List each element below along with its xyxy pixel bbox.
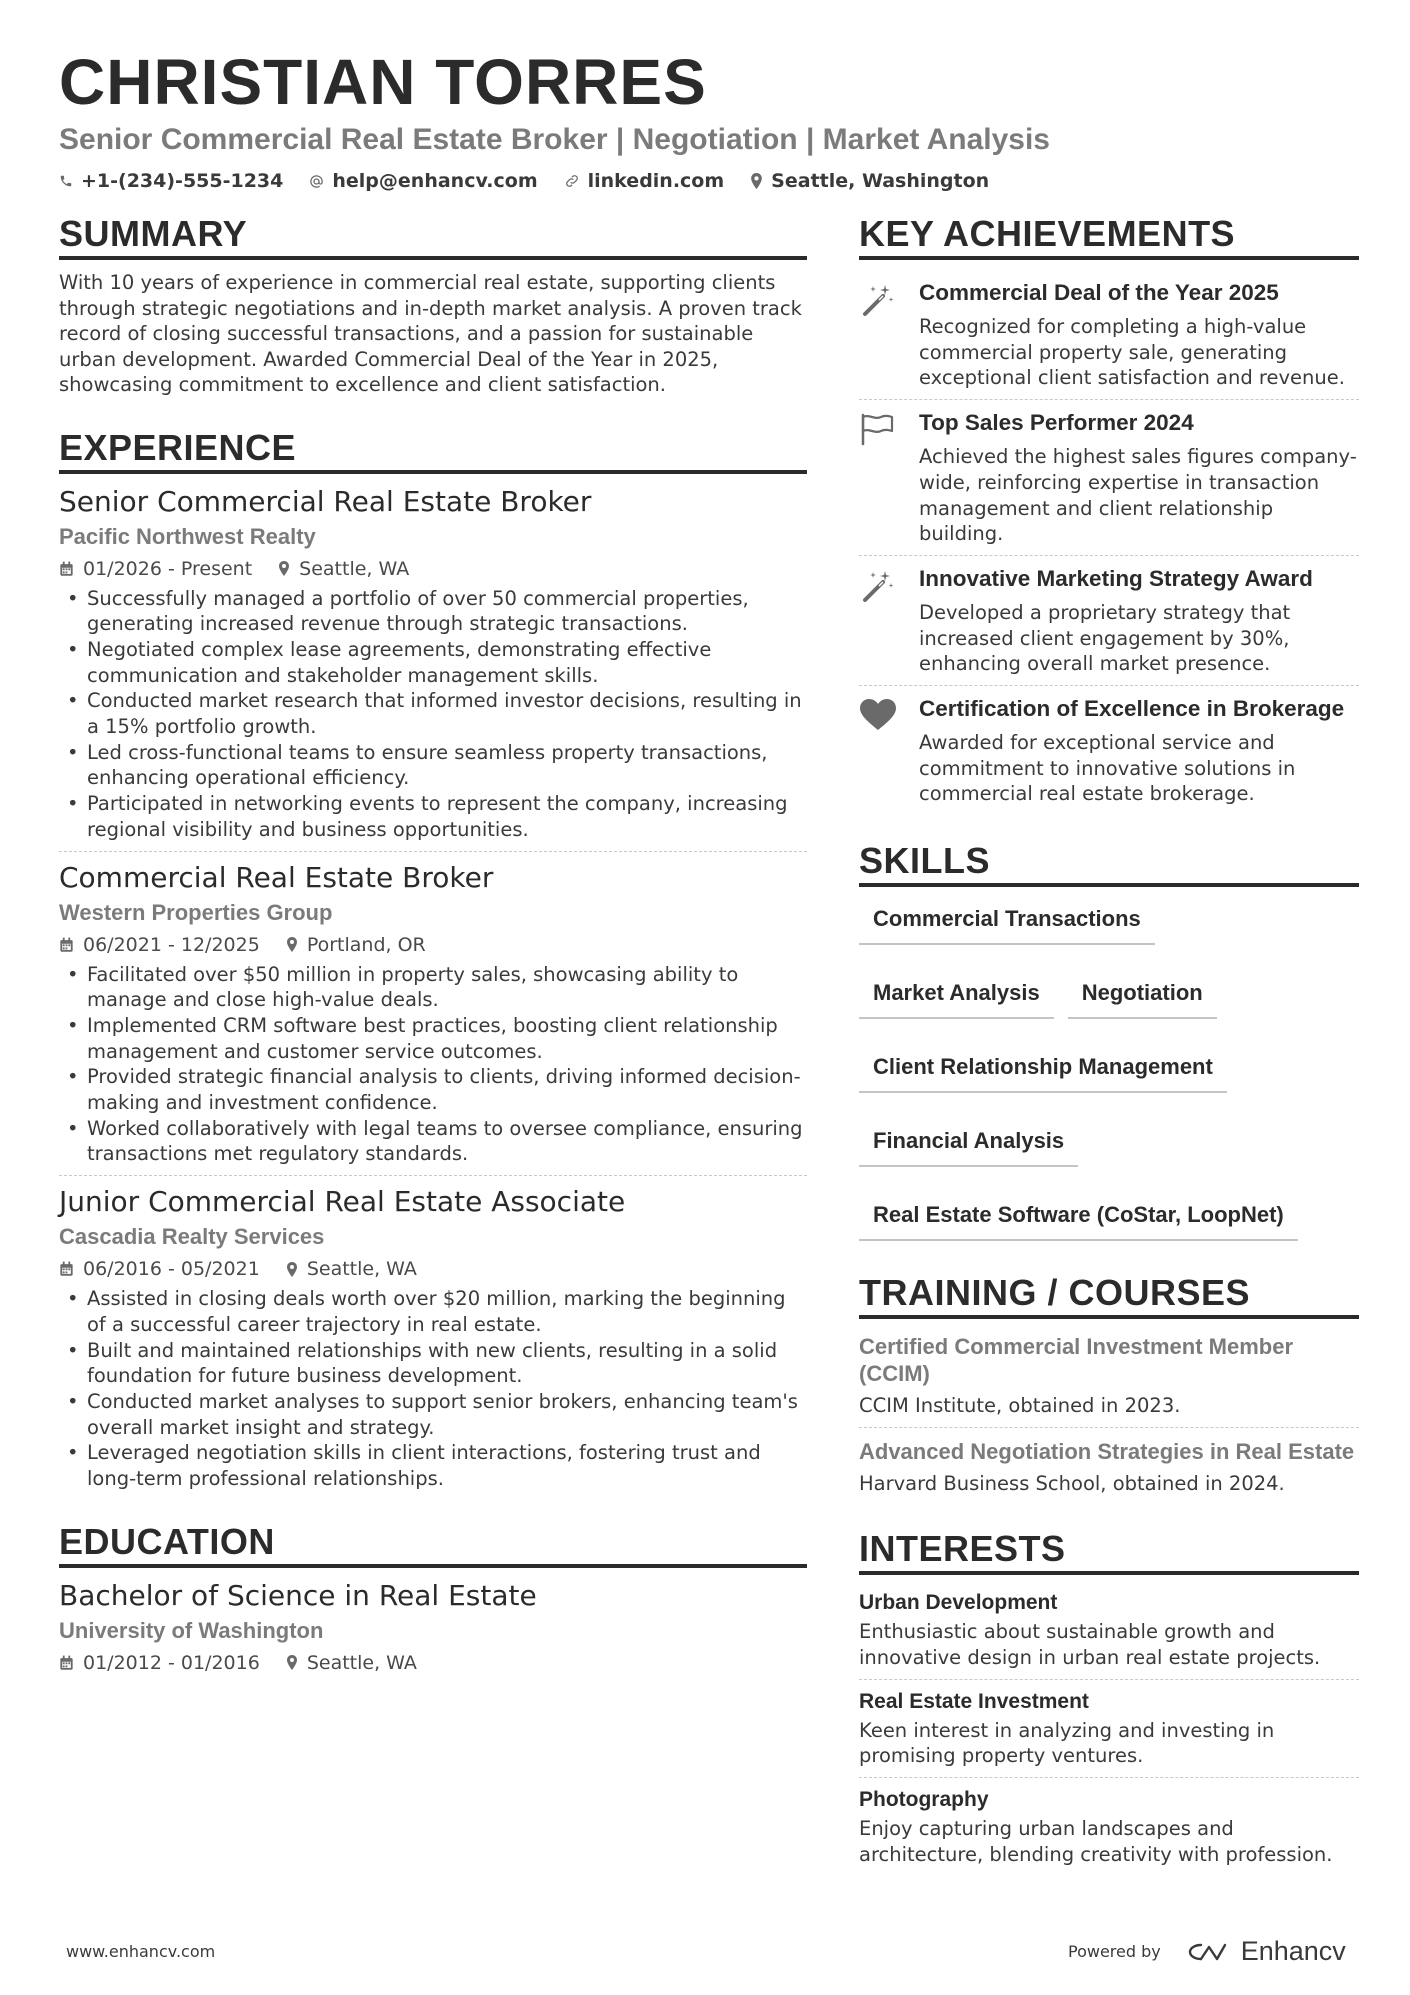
education-dates-text: 01/2012 - 01/2016 xyxy=(83,1651,260,1674)
job-dates xyxy=(59,932,260,958)
powered-by-label: Powered by xyxy=(1068,1942,1161,1961)
education-section xyxy=(59,1520,807,1676)
interest-title: Urban Development xyxy=(859,1591,1058,1615)
job-dates xyxy=(59,1256,260,1282)
interest-title: Photography xyxy=(859,1787,989,1811)
skill-tag: Commercial Transactions xyxy=(859,899,1155,945)
job-location-text: Seattle, WA xyxy=(299,557,410,580)
magic-wand-icon xyxy=(859,564,901,677)
achievement-item xyxy=(859,685,1359,815)
course-title: Advanced Negotiation Strategies in Real Estate xyxy=(859,1439,1355,1465)
job-bullets xyxy=(59,1286,807,1492)
calendar-icon xyxy=(59,1655,74,1671)
job-bullet: • Conducted market analyses to support senior brokers, enhancing team's overall market insight and strategy. xyxy=(59,1389,807,1440)
job-dates-text: 01/2026 - Present xyxy=(83,557,253,580)
company-name: Cascadia Realty Services xyxy=(59,1224,325,1250)
magic-wand-icon xyxy=(859,278,901,391)
location-pin-icon xyxy=(286,1655,298,1670)
achievement-title: Top Sales Performer 2024 xyxy=(919,410,1194,436)
achievement-title: Innovative Marketing Strategy Award xyxy=(919,565,1313,591)
skill-tag: Client Relationship Management xyxy=(859,1047,1227,1093)
training-heading: TRAINING / COURSES xyxy=(859,1271,1359,1319)
experience-section xyxy=(59,426,807,1500)
contact-location-text: Seattle, Washington xyxy=(771,170,990,192)
skills-section xyxy=(859,839,1359,1241)
enhancv-logo-text: Enhancv xyxy=(1240,1936,1346,1966)
job-dates xyxy=(59,556,252,582)
job-location xyxy=(286,1256,417,1282)
education-location xyxy=(286,1650,417,1676)
education-dates xyxy=(59,1650,260,1676)
achievement-desc: Developed a proprietary strategy that increased client engagement by 30%, enhancing overall market presence. xyxy=(919,600,1291,676)
location-pin-icon xyxy=(286,1262,298,1277)
candidate-name: CHRISTIAN TORRES xyxy=(59,46,707,118)
achievement-desc: Achieved the highest sales figures company-wide, reinforcing expertise in transaction management and client relationship building. xyxy=(919,445,1357,546)
course-item xyxy=(859,1427,1359,1505)
left-column xyxy=(59,212,807,1676)
job-dates-text: 06/2021 - 12/2025 xyxy=(83,933,260,956)
job-bullet: • Facilitated over $50 million in property sales, showcasing ability to manage and close high-value deals. xyxy=(59,962,807,1013)
interest-item xyxy=(859,1679,1359,1777)
summary-section xyxy=(59,212,807,398)
calendar-icon xyxy=(59,937,74,953)
interest-desc: Keen interest in analyzing and investing in promising property ventures. xyxy=(859,1718,1275,1768)
location-pin-icon xyxy=(750,173,763,189)
achievement-title: Certification of Excellence in Brokerage xyxy=(919,696,1345,722)
contact-linkedin-text[interactable]: linkedin.com xyxy=(587,170,725,192)
contact-phone-text[interactable]: +1-(234)-555-1234 xyxy=(81,170,284,192)
job-bullet: • Worked collaboratively with legal teams to oversee compliance, ensuring transactions met regulatory standards. xyxy=(59,1116,807,1167)
interest-title: Real Estate Investment xyxy=(859,1689,1089,1713)
contact-email xyxy=(309,170,537,192)
skill-tag: Market Analysis xyxy=(859,973,1054,1019)
skill-tag: Real Estate Software (CoStar, LoopNet) xyxy=(859,1195,1298,1241)
enhancv-logo[interactable] xyxy=(1187,1936,1346,1967)
school-name: University of Washington xyxy=(59,1617,324,1643)
job-location xyxy=(286,932,426,958)
job-title: Commercial Real Estate Broker xyxy=(59,860,494,894)
footer-website[interactable]: www.enhancv.com xyxy=(66,1942,216,1961)
phone-icon xyxy=(59,174,73,188)
interests-heading: INTERESTS xyxy=(859,1527,1359,1575)
job-location xyxy=(278,556,409,582)
contact-linkedin xyxy=(564,170,725,192)
summary-text: With 10 years of experience in commercial real estate, supporting clients through strategic negotiations and in-depth market analysis. A proven track record of closing successful transactions, and a passion for sustainable urban development. Awarded Commercial Deal of the Year in 2025, showcasing commitment to excellence and client satisfaction. xyxy=(59,271,802,396)
job-bullet: • Assisted in closing deals worth over $20 million, marking the beginning of a successful career trajectory in real estate. xyxy=(59,1286,807,1337)
company-name: Pacific Northwest Realty xyxy=(59,523,316,549)
contact-location xyxy=(750,170,989,192)
achievement-desc: Awarded for exceptional service and commitment to innovative solutions in commercial real estate brokerage. xyxy=(919,731,1296,806)
job-bullet: • Successfully managed a portfolio of over 50 commercial properties, generating increased revenue through strategic transactions. xyxy=(59,586,807,637)
summary-heading: SUMMARY xyxy=(59,212,807,260)
achievements-section xyxy=(859,212,1359,815)
job-meta xyxy=(59,932,807,958)
skills-list xyxy=(859,897,1359,1241)
contact-email-text[interactable]: help@enhancv.com xyxy=(332,170,538,192)
job-location-text: Portland, OR xyxy=(306,933,426,956)
course-item xyxy=(859,1329,1359,1427)
interests-section xyxy=(859,1527,1359,1875)
achievement-title: Commercial Deal of the Year 2025 xyxy=(919,280,1279,305)
job-bullet: • Leveraged negotiation skills in client interactions, fostering trust and long-term professional relationships. xyxy=(59,1440,807,1491)
link-icon xyxy=(564,173,580,189)
interest-desc: Enthusiastic about sustainable growth and innovative design in urban real estate projects. xyxy=(859,1620,1321,1669)
course-desc: Harvard Business School, obtained in 2024. xyxy=(859,1472,1285,1496)
achievement-item xyxy=(859,555,1359,685)
job-dates-text: 06/2016 - 05/2021 xyxy=(83,1258,260,1281)
interest-item xyxy=(859,1777,1359,1875)
enhancv-logo-icon xyxy=(1187,1941,1233,1963)
calendar-icon xyxy=(59,1261,74,1277)
job-meta xyxy=(59,556,807,582)
job-location-text: Seattle, WA xyxy=(306,1258,417,1281)
skill-tag: Negotiation xyxy=(1068,973,1217,1019)
job-bullet: • Led cross-functional teams to ensure seamless property transactions, enhancing operational efficiency. xyxy=(59,740,807,791)
contact-bar xyxy=(59,170,1359,192)
achievements-heading: KEY ACHIEVEMENTS xyxy=(859,212,1359,260)
at-icon xyxy=(309,174,324,189)
company-name: Western Properties Group xyxy=(59,899,333,925)
skills-heading: SKILLS xyxy=(859,839,1359,887)
footer-branding xyxy=(1068,1936,1346,1967)
job-bullet: • Implemented CRM software best practices, boosting client relationship management and customer service outcomes. xyxy=(59,1013,807,1064)
calendar-icon xyxy=(59,561,74,577)
interest-item xyxy=(859,1585,1359,1678)
education-location-text: Seattle, WA xyxy=(306,1651,417,1674)
job-bullet: • Provided strategic financial analysis to clients, driving informed decision-making and investment confidence. xyxy=(59,1064,807,1115)
education-meta xyxy=(59,1650,807,1676)
location-pin-icon xyxy=(278,561,290,576)
job-bullets xyxy=(59,962,807,1168)
experience-entry xyxy=(59,851,807,1176)
experience-entry xyxy=(59,484,807,851)
heart-icon xyxy=(859,694,901,807)
job-title: Junior Commercial Real Estate Associate xyxy=(59,1185,626,1219)
training-section xyxy=(859,1271,1359,1505)
resume-header xyxy=(59,44,1359,192)
job-bullet: • Built and maintained relationships with new clients, resulting in a solid foundation for future business development. xyxy=(59,1338,807,1389)
skill-tag: Financial Analysis xyxy=(859,1121,1078,1167)
course-desc: CCIM Institute, obtained in 2023. xyxy=(859,1394,1181,1418)
course-title: Certified Commercial Investment Member (CCIM) xyxy=(859,1334,1294,1387)
education-heading: EDUCATION xyxy=(59,1520,807,1568)
candidate-tagline: Senior Commercial Real Estate Broker | Negotiation | Market Analysis xyxy=(59,123,1050,156)
job-bullet: • Conducted market research that informed investor decisions, resulting in a 15% portfolio growth. xyxy=(59,688,807,739)
degree-title: Bachelor of Science in Real Estate xyxy=(59,1578,537,1612)
job-meta xyxy=(59,1256,807,1282)
achievement-item xyxy=(859,270,1359,399)
flag-icon xyxy=(859,408,901,547)
job-bullets xyxy=(59,586,807,843)
job-bullet: • Negotiated complex lease agreements, demonstrating effective communication and stakeholder management skills. xyxy=(59,637,807,688)
location-pin-icon xyxy=(286,937,298,952)
achievement-item xyxy=(859,399,1359,555)
experience-heading: EXPERIENCE xyxy=(59,426,807,474)
job-bullet: • Participated in networking events to represent the company, increasing regional visibility and business opportunities. xyxy=(59,791,807,842)
right-column xyxy=(859,212,1359,1875)
contact-phone xyxy=(59,170,283,192)
interest-desc: Enjoy capturing urban landscapes and architecture, blending creativity with profession. xyxy=(859,1816,1333,1866)
achievement-desc: Recognized for completing a high-value commercial property sale, generating exceptional client satisfaction and revenue. xyxy=(919,315,1345,390)
job-title: Senior Commercial Real Estate Broker xyxy=(59,484,592,518)
experience-entry xyxy=(59,1175,807,1500)
